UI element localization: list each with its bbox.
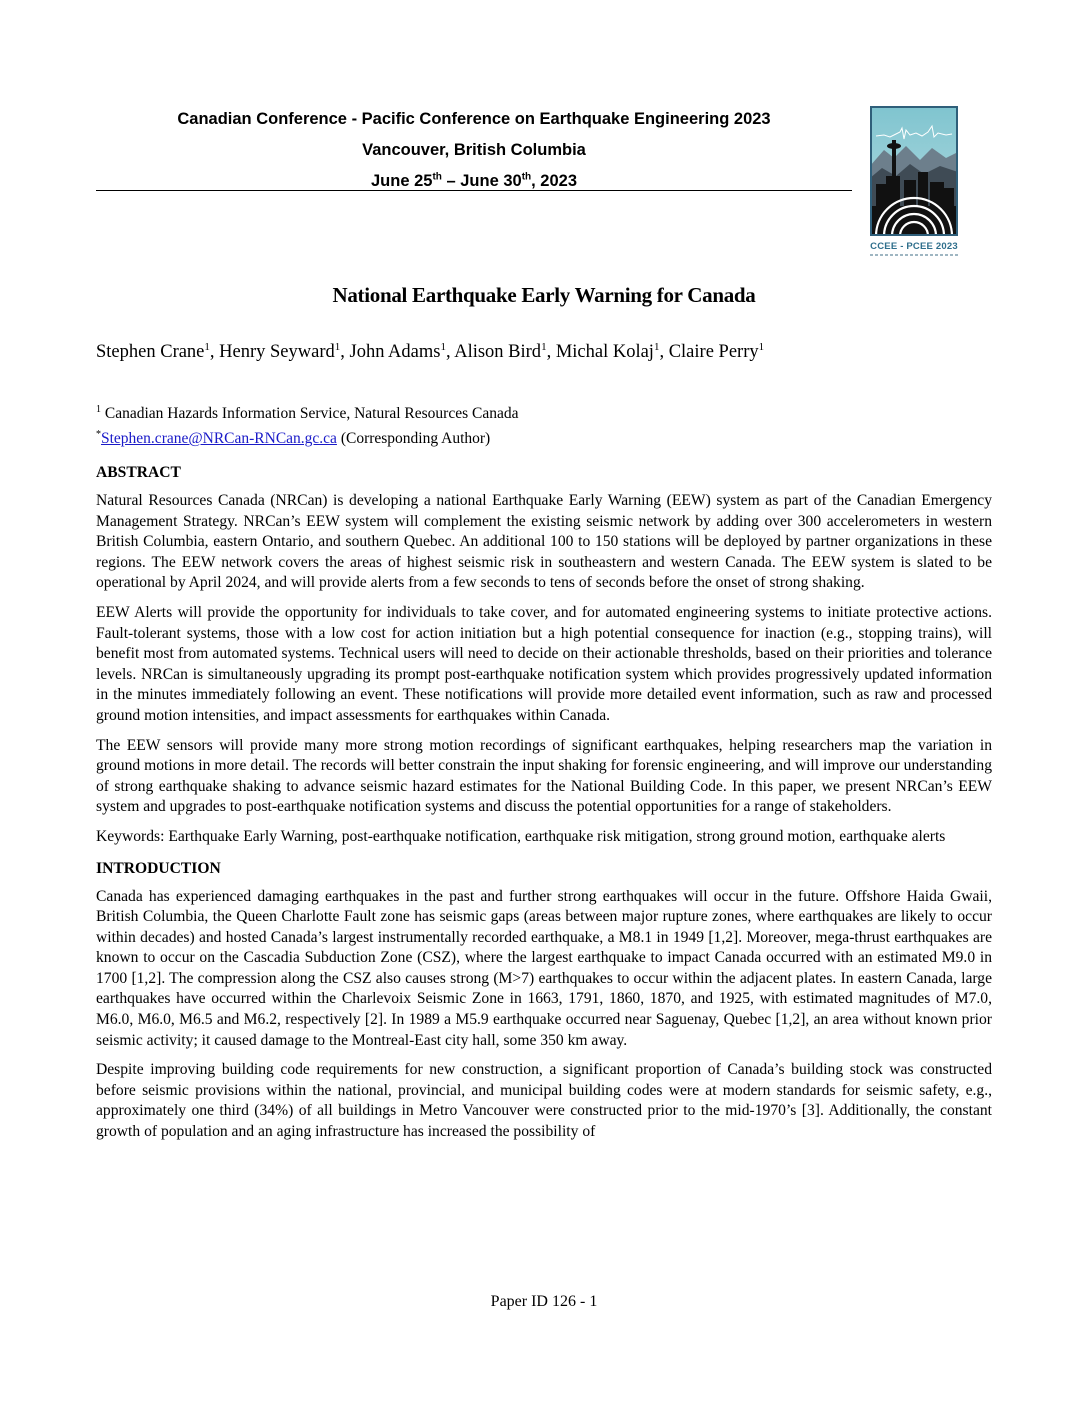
paper-body xyxy=(96,463,992,1152)
conference-header xyxy=(96,104,852,197)
corresponding-author: *Stephen.crane@NRCan-RNCan.gc.ca (Corresponding Author) xyxy=(96,429,491,448)
paper-title: National Earthquake Early Warning for Canada xyxy=(332,283,756,307)
header-divider xyxy=(96,190,852,191)
conference-dates: June 25th – June 30th, 2023 xyxy=(370,171,578,190)
conference-logo-icon xyxy=(870,106,958,236)
author-list: Stephen Crane$^1$, Henry Seyward$^1$, John Adams$^1$, Alison Bird$^1$, Michal Kolaj$^1$, Claire Perry$^1$ xyxy=(96,341,765,363)
author-name: Stephen Crane xyxy=(96,342,205,363)
logo-caption: CCEE - PCEE 2023 xyxy=(870,241,958,252)
author-name: John Adams xyxy=(349,342,441,363)
conference-name: Canadian Conference - Pacific Conference on Earthquake Engineering 2023 xyxy=(177,110,771,128)
page-footer: Paper ID 126 - 1 xyxy=(490,1293,598,1310)
author-name: Claire Perry xyxy=(668,342,759,363)
abstract-paragraph: EEW Alerts will provide the opportunity for individuals to take cover, and for automated engineering systems to initiate protective actions. Fault-tolerant systems, those with a low cost for action initiation but a high potential consequence for inaction (e.g., stopping trains), will benefit most from automated systems. Technical users will need to decide on their actionable thresholds, based on their priorities and tolerance levels. NRCan is simultaneously upgrading its prompt post-earthquake notification system which provides progressively updated information in the minutes immediately following an event. These notifications will provide more detailed event information, such as raw and processed ground motion intensities, and impact assessments for earthquakes within Canada. xyxy=(96,603,992,724)
affiliations xyxy=(96,399,992,449)
corresponding-email-link[interactable]: Stephen.crane@NRCan-RNCan.gc.ca xyxy=(101,430,337,448)
author-name: Alison Bird xyxy=(454,342,542,363)
abstract-paragraph: Natural Resources Canada (NRCan) is developing a national Earthquake Early Warning (EEW) system as part of the Canadian Emergency Management Strategy. NRCan’s EEW system will complement the existing seismic network by adding over 300 accelerometers in western British Columbia, eastern Ontario, and southern Quebec. An additional 100 to 150 stations will be deployed by partner organizations in these regions. The EEW network covers the areas of highest seismic risk in southeastern and western Canada. The EEW system is slated to be operational by April 2024, and will provide alerts from a few seconds to tens of seconds before the onset of strong shaking. xyxy=(96,492,992,592)
logo-subtitle-line xyxy=(870,254,958,256)
introduction-paragraph: Despite improving building code requirements for new construction, a significant proportion of Canada’s building stock was constructed before seismic provisions within the national, provincial, and municipal building codes were at modern standards for seismic safety, e.g., approximately one third (34%) of all buildings in Metro Vancouver were constructed prior to the mid-1970’s [3]. Additionally, the constant growth of population and an aging infrastructure has increased the possibility of xyxy=(96,1061,992,1141)
author-name: Henry Seyward xyxy=(219,342,335,363)
abstract-heading: ABSTRACT xyxy=(96,464,181,481)
affiliation-1: $^1$ Canadian Hazards Information Service, Natural Resources Canada xyxy=(96,404,519,423)
keywords: Keywords: Earthquake Early Warning, post-earthquake notification, earthquake risk mitigation, strong ground motion, earthquake alerts xyxy=(96,827,946,845)
author-name: Michal Kolaj xyxy=(555,342,654,363)
abstract-paragraph: The EEW sensors will provide many more strong motion recordings of significant earthquakes, helping researchers map the variation in ground motions in more detail. The records will better constrain the input shaking for forensic engineering, and will improve our understanding of strong earthquake shaking to advance seismic hazard estimates for the National Building Code. In this paper, we present NRCan’s EEW system and upgrades to post-earthquake notification systems and discuss the potential opportunities for a range of stakeholders. xyxy=(96,736,992,816)
conference-location: Vancouver, British Columbia xyxy=(362,141,586,159)
introduction-paragraph: Canada has experienced damaging earthquakes in the past and further strong earthquakes will occur in the future. Offshore Haida Gwaii, British Columbia, the Queen Charlotte Fault zone has seismic gaps (areas between major rupture zones, where earthquakes are likely to occur within decades) and hosted Canada’s largest instrumentally recorded earthquake, a M8.1 in 1949 [1,2]. Moreover, mega-thrust earthquakes are known to occur on the Cascadia Subduction Zone (CSZ), where the largest earthquake to impact Canada occurred with an estimated M9.0 in 1700 [1,2]. The compression along the CSZ also causes strong (M>7) earthquakes to occur within the adjacent plates. In eastern Canada, large earthquakes have occurred within the Charlevoix Seismic Zone in 1663, 1791, 1860, 1870, and 1925, with estimated magnitudes of M7.0, M6.0, M6.0, M6.5 and M6.2, respectively [2]. In 1989 a M5.9 earthquake occurred near Saguenay, Quebec [1,2], an area without known prior seismic activity; it caused damage to the Montreal-East city hall, some 350 km away. xyxy=(96,887,992,1049)
introduction-heading: INTRODUCTION xyxy=(96,859,221,877)
